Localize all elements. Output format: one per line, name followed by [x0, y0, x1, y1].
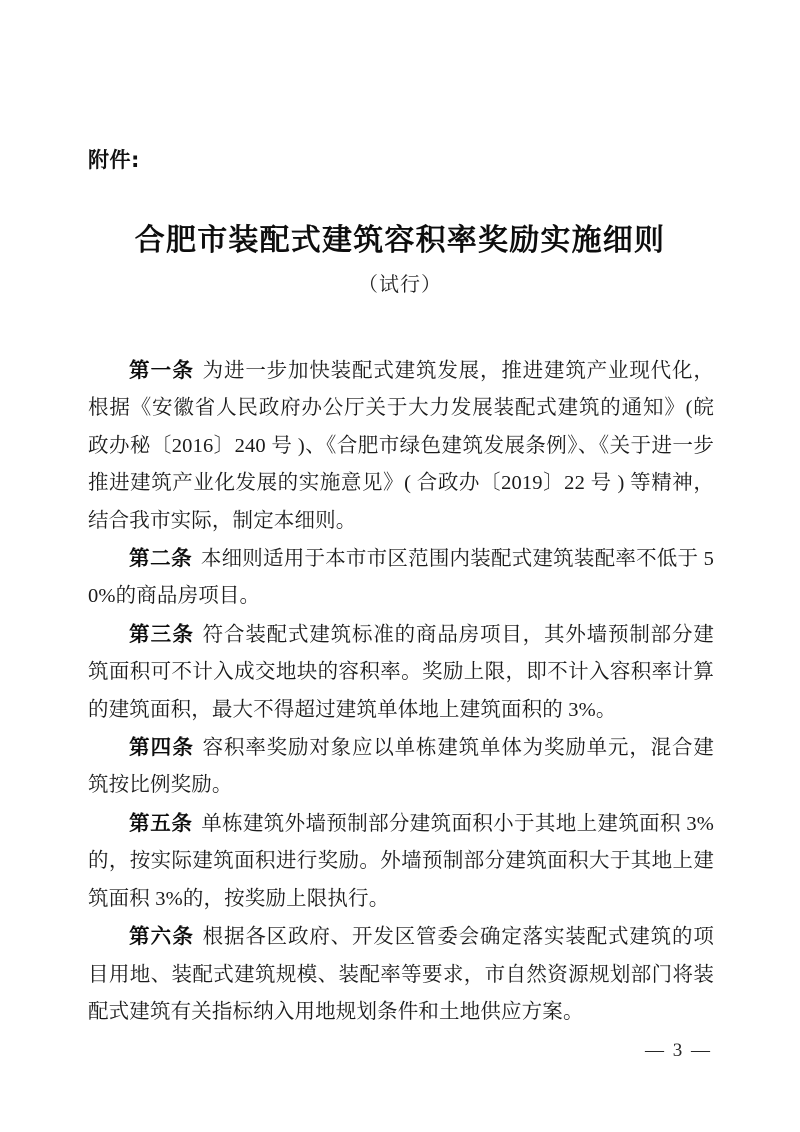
article-heading: 第二条	[129, 546, 193, 571]
article-heading: 第四条	[129, 735, 195, 760]
page-number: — 3 —	[645, 1040, 712, 1061]
article-item	[88, 540, 714, 616]
article-text: 本细则适用于本市市区范围内装配式建筑装配率不低于 50%的商品房项目。	[88, 548, 715, 608]
article-heading: 第六条	[129, 924, 195, 949]
article-text: 符合装配式建筑标准的商品房项目，其外墙预制部分建筑面积可不计入成交地块的容积率。奖励上限，即不计入容积率计算的建筑面积，最大不得超过建筑单体地上建筑面积的 3%。	[88, 623, 714, 721]
title-block	[88, 222, 712, 298]
document-body	[88, 352, 714, 1031]
article-heading: 第一条	[129, 358, 195, 382]
article-item	[88, 918, 714, 1031]
article-item	[88, 616, 714, 729]
article-heading: 第五条	[129, 810, 193, 835]
article-text: 根据各区政府、开发区管委会确定落实装配式建筑的项目用地、装配式建筑规模、装配率等要求，市自然资源规划部门将装配式建筑有关指标纳入用地规划条件和土地供应方案。	[88, 926, 714, 1023]
attachment-label: 附件:	[88, 148, 140, 172]
article-heading: 第三条	[129, 621, 195, 646]
article-text: 单栋建筑外墙预制部分建筑面积小于其地上建筑面积 3%的，按实际建筑面积进行奖励。外墙预制部分建筑面积大于其地上建筑面积 3%的，按奖励上限执行。	[88, 812, 715, 910]
article-item	[88, 729, 714, 805]
article-text: 为进一步加快装配式建筑发展，推进建筑产业现代化，根据《安徽省人民政府办公厅关于大力发展装配式建筑的通知》(皖政办秘〔2016〕240 号 )、《合肥市绿色建筑发展条例》、《关于进一步推进建筑产业化发展的实施意见》( 合政办〔2019〕22 号 ) 等精神，结合我市实际，制定本细则。	[88, 360, 714, 532]
article-item	[88, 805, 714, 918]
page-title: 合肥市装配式建筑容积率奖励实施细则	[134, 223, 666, 258]
article-text: 容积率奖励对象应以单栋建筑单体为奖励单元，混合建筑按比例奖励。	[88, 737, 714, 797]
page-subtitle: （试行）	[358, 273, 442, 296]
article-item	[88, 352, 714, 540]
